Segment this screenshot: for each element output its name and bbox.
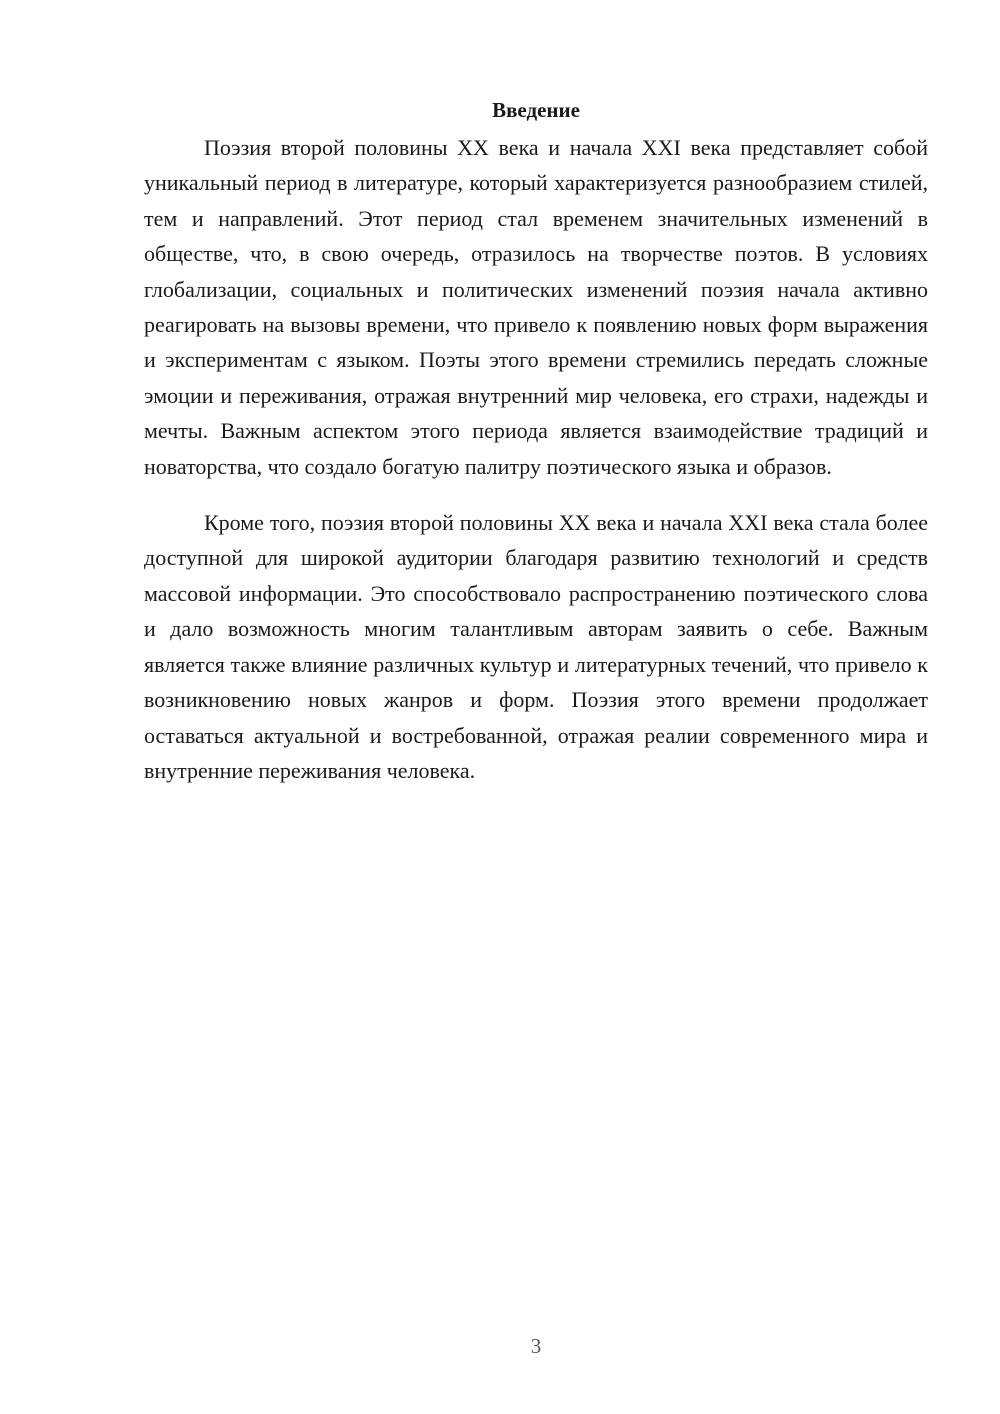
paragraph-introduction-2: Кроме того, поэзия второй половины XX века и начала XXI века стала более доступной для широкой аудитории благодаря развитию технологий и средств массовой информации. Это способствовало распространению поэтического слова и дало возможность многим талантливым авторам заявить о себе. Важным является также влияние различных культур и литературных течений, что привело к возникновению новых жанров и форм. Поэзия этого времени продолжает оставаться актуальной и востребованной, отражая реалии современного мира и внутренние переживания человека. [144, 510, 928, 783]
page-number: 3 [530, 1334, 542, 1358]
document-body [144, 92, 928, 788]
paragraph-introduction-1: Поэзия второй половины XX века и начала XXI века представляет собой уникальный период в литературе, который характеризуется разнообразием стилей, тем и направлений. Этот период стал временем значительных изменений в обществе, что, в свою очередь, отразилось на творчестве поэтов. В условиях глобализации, социальных и политических изменений поэзия начала активно реагировать на вызовы времени, что привело к появлению новых форм выражения и экспериментам с языком. Поэты этого времени стремились передать сложные эмоции и переживания, отражая внутренний мир человека, его страхи, надежды и мечты. Важным аспектом этого периода является взаимодействие традиций и новаторства, что создало богатую палитру поэтического языка и образов. [144, 135, 928, 479]
section-title: Введение [492, 98, 580, 122]
